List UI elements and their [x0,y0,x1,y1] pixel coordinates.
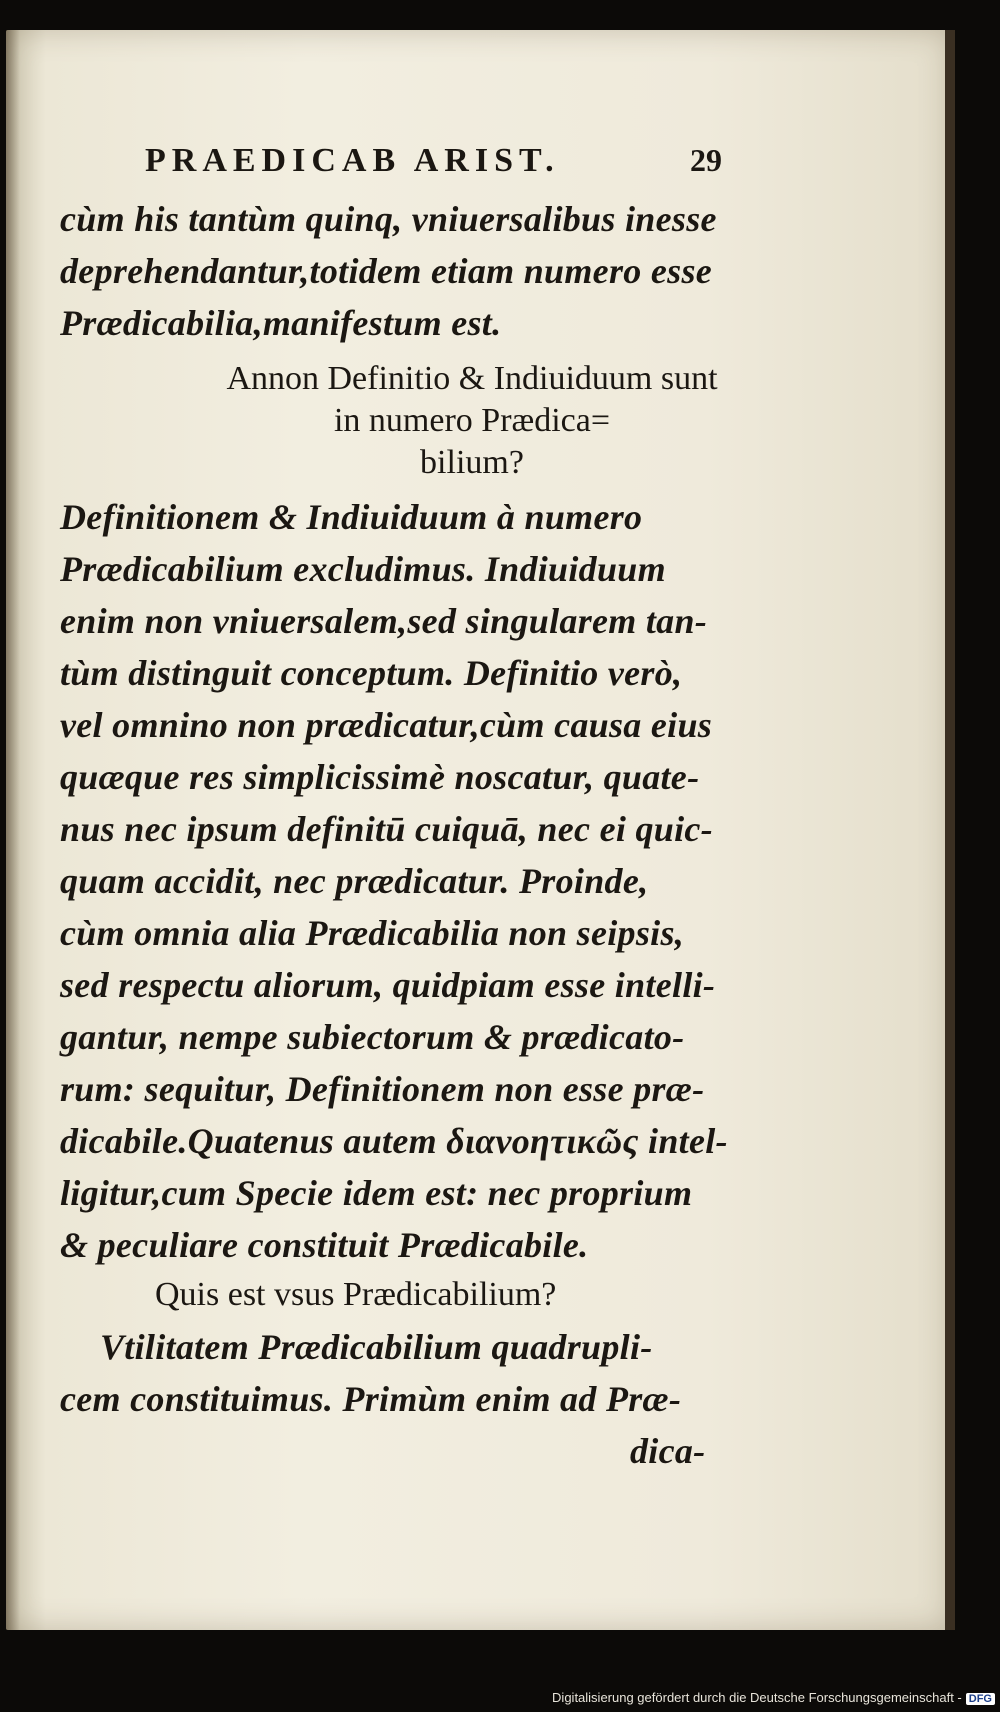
section-heading: in numero Prædica= [333,402,611,439]
digitization-credit [540,1690,995,1705]
text-line: cùm omnia alia Prædicabilia non seipsis, [60,913,685,953]
text-line: cùm his tantùm quinq, vniuersalibus inesse [60,199,717,239]
text-line: ligitur,cum Specie idem est: nec proprium [60,1173,693,1213]
text-line: Prædicabilium excludimus. Indiuiduum [60,549,666,589]
dfg-logo: DFG [966,1693,995,1705]
text-line: gantur, nempe subiectorum & prædicato- [60,1017,685,1057]
text-line: quam accidit, nec prædicatur. Proinde, [60,861,649,901]
text-line: & peculiare constituit Prædicabile. [60,1225,589,1265]
binding-gutter [6,30,20,1630]
section-heading: bilium? [420,444,524,481]
credit-text: Digitalisierung gefördert durch die Deutsche Forschungsgemeinschaft - [552,1690,962,1705]
running-title: PRAEDICAB ARIST. [145,142,560,179]
text-line: Vtilitatem Prædicabilium quadrupli- [100,1327,653,1367]
text-line: dicabile.Quatenus autem διανοητικῶς intel- [60,1121,728,1161]
text-line: cem constituimus. Primùm enim ad Præ- [60,1379,682,1419]
text-line: deprehendantur,totidem etiam numero esse [60,251,713,291]
text-line: sed respectu aliorum, quidpiam esse intelli- [60,965,716,1005]
text-line: enim non vniuersalem,sed singularem tan- [60,601,708,641]
text-line: Definitionem & Indiuiduum à numero [60,497,643,537]
section-heading: Quis est vsus Prædicabilium? [155,1276,557,1313]
text-line: Prædicabilia,manifestum est. [60,303,502,343]
catchword: dica- [630,1431,706,1471]
text-line: vel omnino non prædicatur,cùm causa eius [60,705,713,745]
section-heading: Annon Definitio & Indiuiduum sunt [226,360,718,397]
text-line: rum: sequitur, Definitionem non esse præ- [60,1069,705,1109]
text-line: quæque res simplicissimè noscatur, quate- [60,757,700,797]
page-edge [945,30,955,1630]
text-line: nus nec ipsum definitū cuiquā, nec ei quic- [60,809,713,849]
page-number: 29 [690,142,722,178]
text-line: tùm distinguit conceptum. Definitio verò, [60,653,683,693]
